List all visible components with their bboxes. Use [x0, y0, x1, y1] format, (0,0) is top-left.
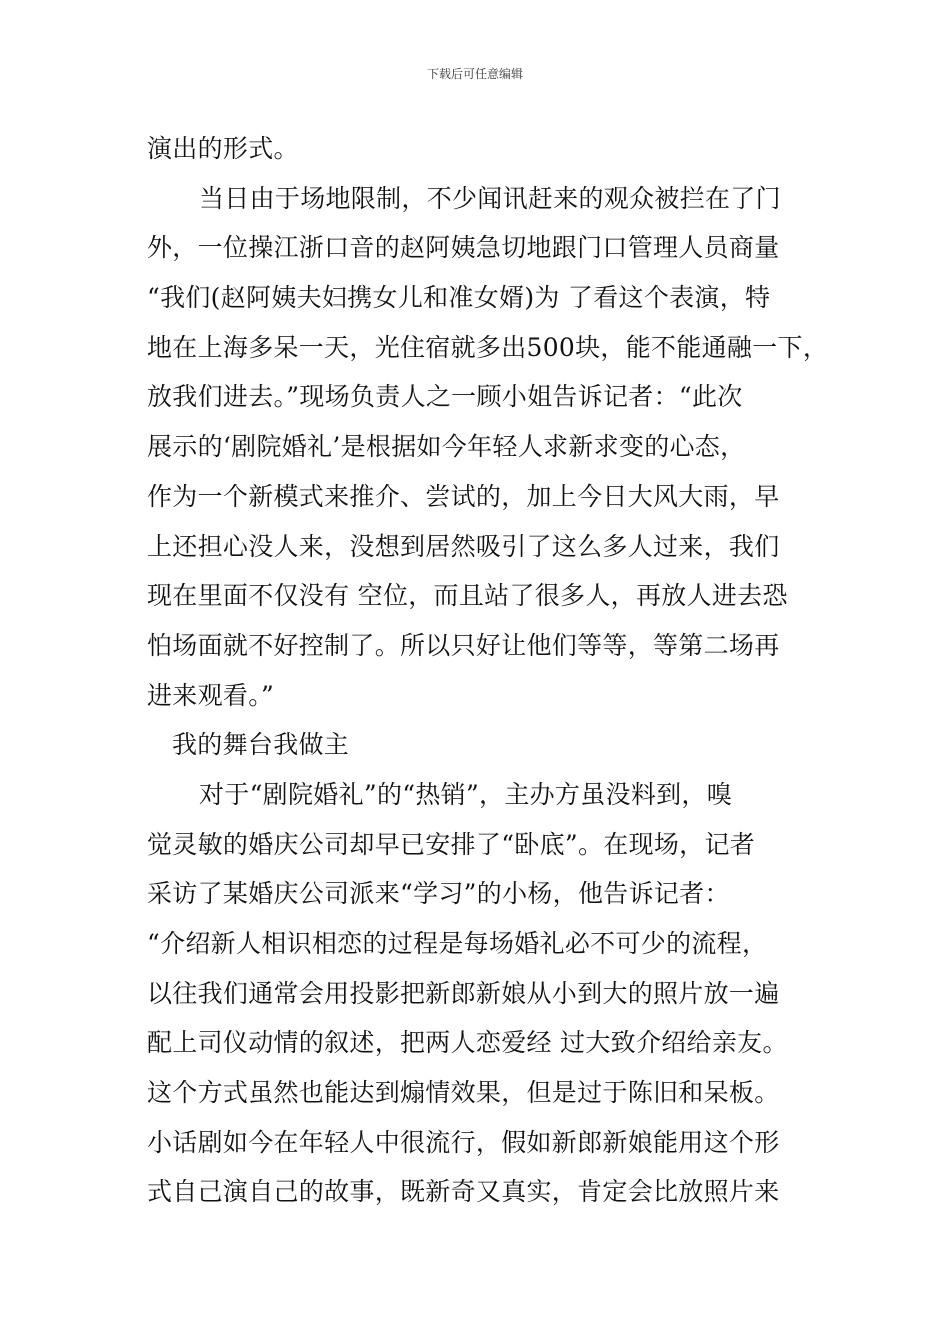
- text-line: 演出的形式。: [147, 134, 299, 163]
- text-line: “我们(赵阿姨夫妇携女儿和准女婿)为 了看这个表演，特: [147, 283, 771, 313]
- text-line: 上还担心没人来，没想到居然吸引了这么多人过来，我们: [147, 531, 780, 561]
- text-line: 展示的‘剧院婚礼’是根据如今年轻人求新求变的心态，: [147, 432, 746, 462]
- text-line: 采访了某婚庆公司派来“学习”的小杨，他告诉记者：: [147, 879, 730, 909]
- text-line: 作为一个新模式来推介、尝试的，加上今日大风大雨，早: [147, 481, 780, 511]
- text-line: 这个方式虽然也能达到煽情效果，但是过于陈旧和呆板。: [147, 1078, 780, 1108]
- text-line: 配上司仪动情的叙述，把两人恋爱经 过大致介绍给亲友。: [147, 1028, 788, 1058]
- text-line: 地在上海多呆一天，光住宿就多出500块，能不能通融一下，: [147, 332, 829, 362]
- text-line: 进来观看。”: [147, 680, 275, 710]
- text-line: 以往我们通常会用投影把新郎新娘从小到大的照片放一遍: [147, 978, 780, 1008]
- page-header: 下载后可任意编辑: [426, 67, 523, 81]
- text-line: 怕场面就不好控制了。所以只好让他们等等，等第二场再: [147, 630, 780, 660]
- text-line: 现在里面不仅没有 空位，而且站了很多人，再放人进去恐: [147, 581, 788, 611]
- paragraph-start-line: 当日由于场地限制，不少闻讯赶来的观众被拦在了门: [199, 183, 781, 213]
- text-line: 觉灵敏的婚庆公司却早已安排了“卧底”。在现场，记者: [147, 829, 756, 859]
- text-line: 外，一位操江浙口音的赵阿姨急切地跟门口管理人员商量: [147, 233, 780, 263]
- paragraph-start-line: 对于“剧院婚礼”的“热销”，主办方虽没料到，嗅: [199, 779, 733, 809]
- text-line: 式自己演自己的故事，既新奇又真实，肯定会比放照片来: [147, 1177, 780, 1207]
- text-line: 小话剧如今在年轻人中很流行，假如新郎新娘能用这个形: [147, 1127, 780, 1157]
- section-heading: 我的舞台我做主: [172, 730, 350, 760]
- text-line: “介绍新人相识相恋的过程是每场婚礼必不可少的流程，: [147, 929, 768, 958]
- document-body: [147, 124, 827, 1217]
- text-line: 放我们进去。”现场负责人之一顾小姐告诉记者：“此次: [147, 382, 743, 412]
